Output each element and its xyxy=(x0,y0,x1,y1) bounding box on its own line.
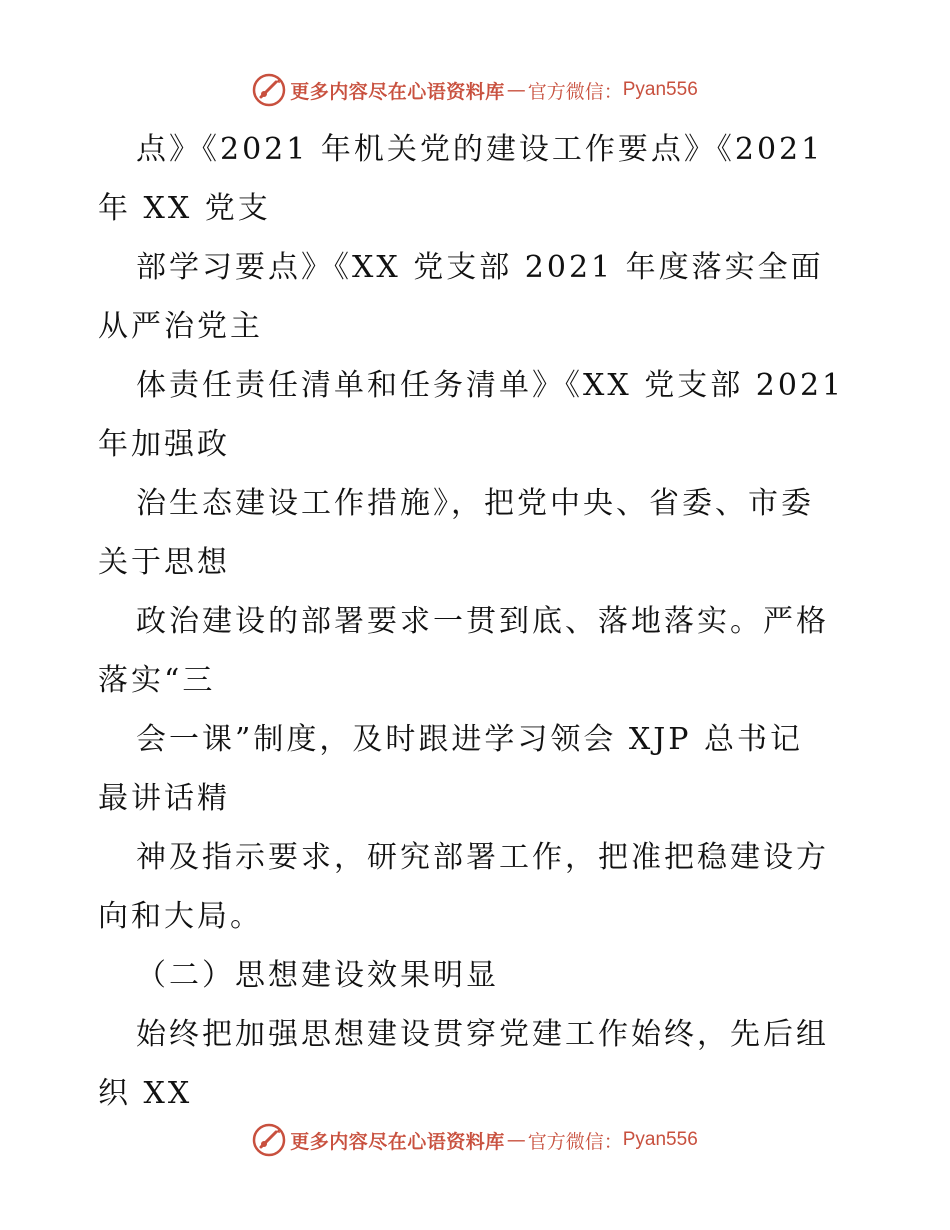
body-line: 神及指示要求，研究部署工作，把准把稳建设方 xyxy=(136,840,829,875)
banner-wechat-id: Pyan556 xyxy=(622,1129,698,1150)
header-banner xyxy=(0,70,950,110)
body-line: 点》《2021 年机关党的建设工作要点》《2021 xyxy=(136,132,824,167)
brand-logo-icon xyxy=(252,1123,286,1157)
body-line: 会一课”制度，及时跟进学习领会 XJP 总书记 xyxy=(136,722,803,757)
body-line: 政治建设的部署要求一贯到底、落地落实。严格 xyxy=(136,604,829,639)
banner-separator: — xyxy=(506,79,526,101)
banner-wechat-label: 官方微信： xyxy=(527,80,623,103)
body-line: 关于思想 xyxy=(98,545,230,580)
banner-separator: — xyxy=(506,1129,526,1151)
body-line: 治生态建设工作措施》，把党中央、省委、市委 xyxy=(136,486,814,521)
body-line: 体责任责任清单和任务清单》《XX 党支部 2021 xyxy=(136,368,845,403)
banner-text: 更多内容尽在心语资料库 xyxy=(290,1130,505,1153)
body-line: 年 XX 党支 xyxy=(98,191,271,226)
body-line: 落实“三 xyxy=(98,663,216,698)
banner-text: 更多内容尽在心语资料库 xyxy=(290,80,505,103)
banner-wechat-label: 官方微信： xyxy=(527,1130,623,1153)
body-line: 部学习要点》《XX 党支部 2021 年度落实全面 xyxy=(136,250,824,285)
footer-banner xyxy=(0,1120,950,1160)
brand-logo-icon xyxy=(252,73,286,107)
body-line: 从严治党主 xyxy=(98,309,263,344)
body-line: 年加强政 xyxy=(98,427,230,462)
body-line: 始终把加强思想建设贯穿党建工作始终，先后组 xyxy=(136,1017,829,1052)
document-body xyxy=(98,120,858,1123)
body-line: 织 XX xyxy=(98,1076,193,1111)
section-heading: （二）思想建设效果明显 xyxy=(136,958,499,993)
body-line: 向和大局。 xyxy=(98,899,263,934)
banner-wechat-id: Pyan556 xyxy=(622,79,698,100)
body-line: 最讲话精 xyxy=(98,781,230,816)
